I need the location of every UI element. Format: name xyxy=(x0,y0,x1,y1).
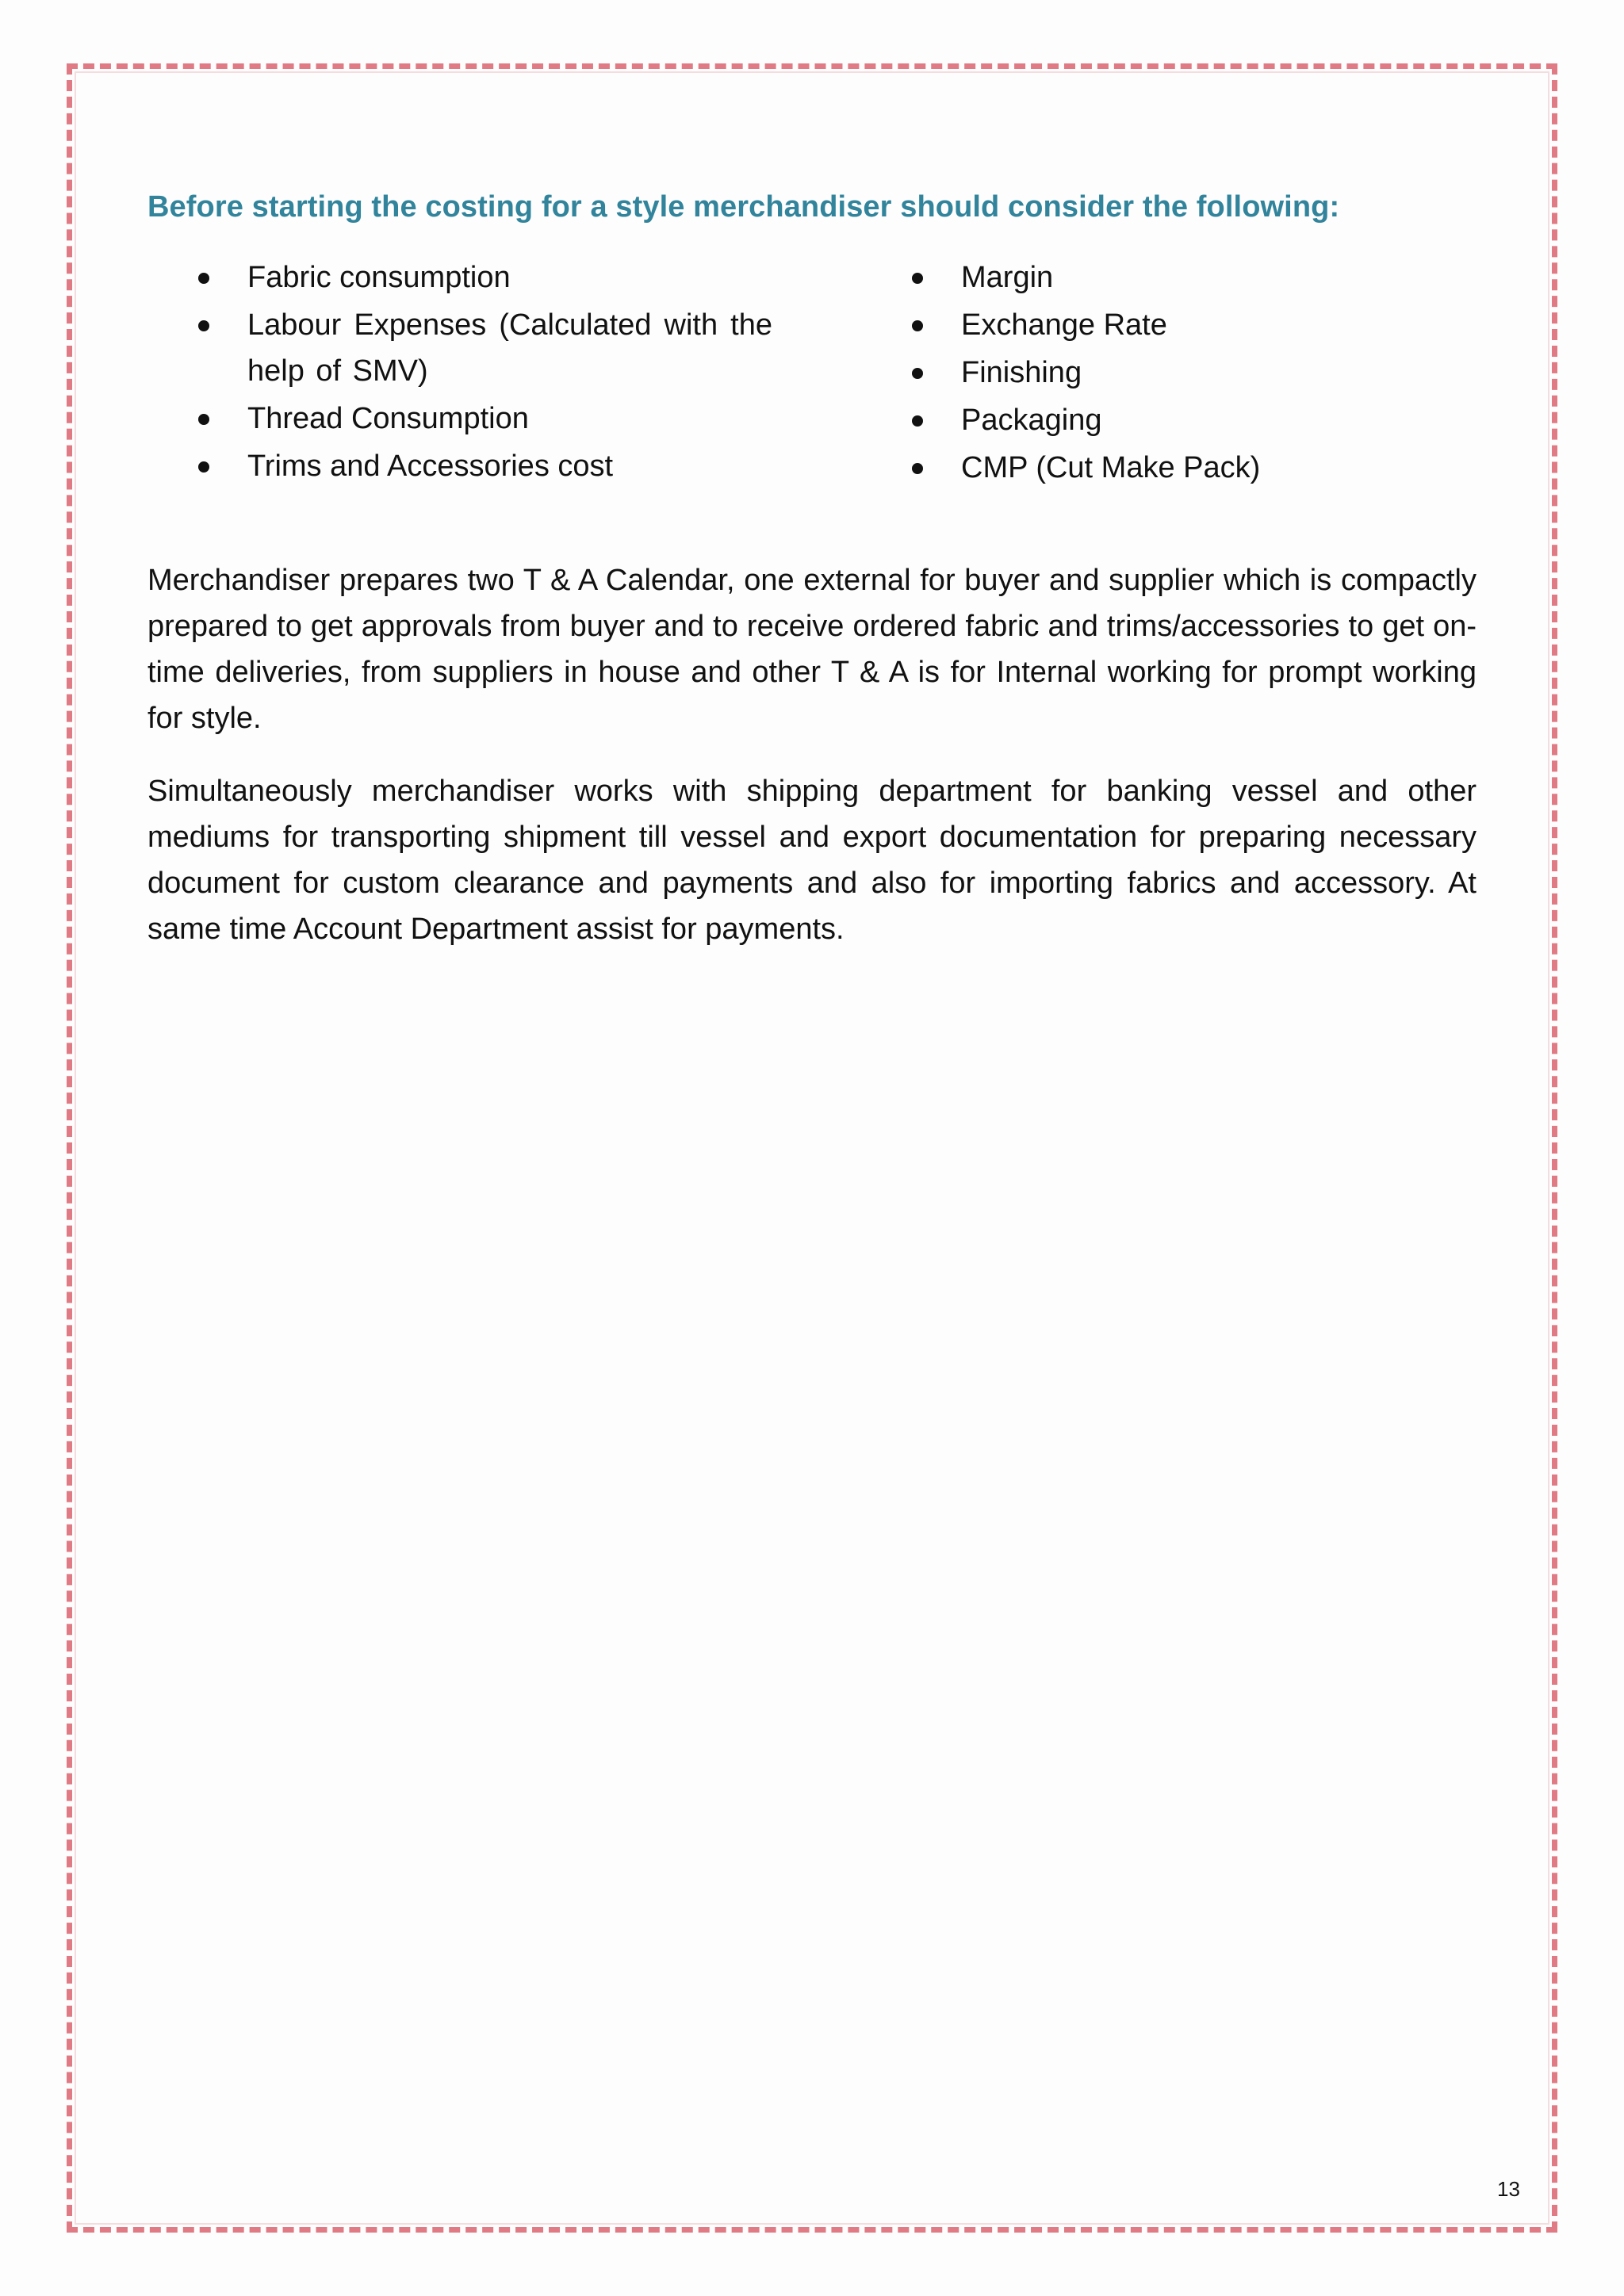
list-item xyxy=(912,445,1467,491)
consideration-list-right xyxy=(912,254,1467,492)
list-item-text: Finishing xyxy=(961,356,1082,389)
list-item xyxy=(912,302,1467,348)
page-number: 13 xyxy=(1497,2177,1520,2201)
list-item xyxy=(198,254,912,300)
list-item-text: Thread Consumption xyxy=(247,402,529,435)
page-content xyxy=(147,190,1477,979)
list-item xyxy=(912,350,1467,396)
paragraph-shipping: Simultaneously merchandiser works with shipping department for banking vessel and other mediums for transporting shipment till vessel and export documentation for preparing necessary document for custom clearance and payments and also for importing fabrics and accessory. At same time Account Department assist for payments. xyxy=(147,775,1477,946)
consideration-list xyxy=(147,254,1477,492)
consideration-list-left xyxy=(198,254,912,491)
section-heading: Before starting the costing for a style merchandiser should consider the following: xyxy=(147,190,1340,224)
paragraph-ta-calendar: Merchandiser prepares two T & A Calendar, one external for buyer and supplier which is compactly prepared to get approvals from buyer and to receive ordered fabric and trims/accessories to get on-time deliveries, from suppliers in house and other T & A is for Internal working for prompt working for style. xyxy=(147,564,1477,735)
list-item xyxy=(198,396,912,442)
list-item-text: Labour Expenses (Calculated with the help of SMV) xyxy=(247,308,772,388)
list-item-text: Margin xyxy=(961,261,1054,294)
list-item-text: Exchange Rate xyxy=(961,308,1167,342)
list-item xyxy=(912,254,1467,300)
list-item-text: CMP (Cut Make Pack) xyxy=(961,451,1261,484)
list-item-text: Packaging xyxy=(961,404,1102,437)
list-item-text: Trims and Accessories cost xyxy=(247,450,614,483)
list-item xyxy=(198,443,912,489)
list-item xyxy=(198,302,912,394)
list-item-text: Fabric consumption xyxy=(247,261,511,294)
list-item xyxy=(912,397,1467,443)
